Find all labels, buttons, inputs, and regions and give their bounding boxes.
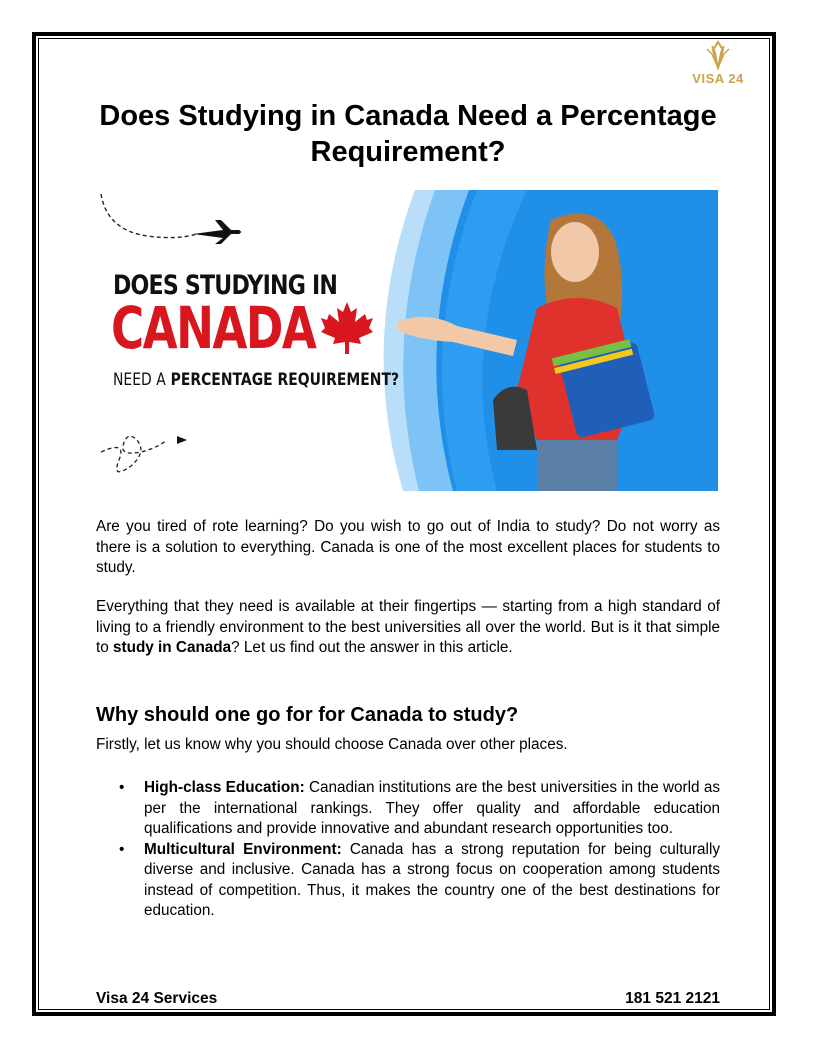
second-paragraph <box>96 597 720 659</box>
crest-icon <box>703 40 733 70</box>
maple-leaf-icon <box>321 302 373 354</box>
list-item-text: Canada has a strong reputation for being culturally diverse and inclusive. Canada has a strong focus on cooperation among students instead of competition. Thus, it makes the country one of the best destinations for education. <box>144 840 720 919</box>
page-title: Does Studying in Canada Need a Percentage Requirement? <box>99 100 717 168</box>
list-item <box>96 778 720 840</box>
footer-phone: 181 521 2121 <box>625 990 720 1007</box>
hero-line-2: CANADA <box>111 294 316 362</box>
section-intro: Firstly, let us know why you should choose Canada over other places. <box>96 736 568 753</box>
p2-after: ? Let us find out the answer in this article. <box>231 639 513 656</box>
hero-line-3-rest: PERCENTAGE REQUIREMENT? <box>170 370 400 390</box>
list-item <box>96 840 720 922</box>
list-item-term: High-class Education: <box>144 779 305 796</box>
section-heading: Why should one go for for Canada to study? <box>96 704 519 726</box>
logo-text: VISA 24 <box>692 71 744 86</box>
list-item-term: Multicultural Environment: <box>144 840 342 858</box>
study-in-canada-link: study in Canada <box>113 639 232 656</box>
hero-banner <box>97 190 718 491</box>
airplane-icon <box>193 220 241 244</box>
hero-line-3-prefix: NEED A <box>113 370 166 390</box>
list-item-text: Canadian institutions are the best universities in the world as per the international rankings. They offer quality and affordable education qualifications and provide innovative and abundant research opportunities too. <box>144 779 720 837</box>
bullet-icon: • <box>119 840 125 858</box>
reasons-list <box>96 778 720 922</box>
hero-line-1: DOES STUDYING IN <box>113 270 338 301</box>
bullet-icon: • <box>119 779 125 796</box>
hero-line-3 <box>113 370 399 390</box>
visa24-logo <box>686 40 750 92</box>
intro-paragraph: Are you tired of rote learning? Do you wish to go out of India to study? Do not worry as there is a solution to everything. Canada is one of the most excellent places for students to study. <box>96 518 720 576</box>
footer-company: Visa 24 Services <box>96 990 218 1007</box>
p2-before: Everything that they need is available at their fingertips — starting from a high standard of living to a friendly environment to the best universities all over the world. But is it that simple to <box>96 598 720 656</box>
